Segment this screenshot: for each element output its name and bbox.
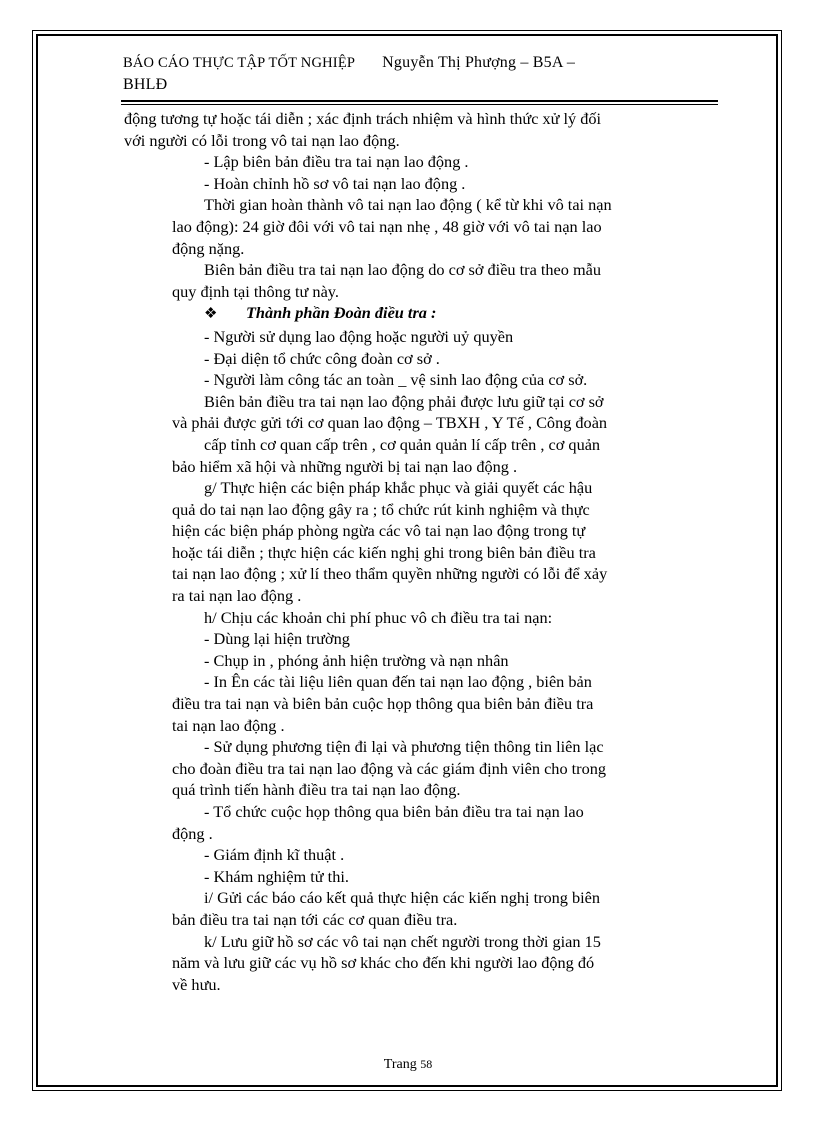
text-line	[124, 326, 724, 348]
text-line	[124, 130, 724, 152]
text-line	[124, 520, 724, 542]
line-text: - Hoàn chỉnh hồ sơ vô tai nạn lao động .	[204, 173, 466, 193]
line-text: quả do tai nạn lao động gây ra ; tổ chức rút kinh nghiệm và thực	[172, 499, 590, 519]
text-line	[124, 348, 724, 370]
line-text: Biên bản điều tra tai nạn lao động phải được lưu giữ tại cơ sở	[204, 391, 604, 411]
line-text: quy định tại thông tư này.	[172, 281, 339, 301]
text-line	[124, 194, 724, 216]
text-line	[124, 216, 724, 238]
text-line	[124, 736, 724, 758]
header-rule-thin	[121, 104, 718, 105]
line-text: ra tai nạn lao động .	[172, 586, 302, 606]
text-line	[124, 542, 724, 564]
line-text: - Khám nghiệm tử thi.	[204, 866, 349, 886]
text-line	[124, 563, 724, 585]
header-line-2: BHLĐ	[123, 76, 168, 93]
line-text: - Chụp in , phóng ảnh hiện trường và nạn nhân	[204, 650, 509, 670]
line-text: - Người sử dụng lao động hoặc người uỷ quyền	[204, 326, 514, 346]
text-line	[124, 238, 724, 260]
line-text: quá trình tiến hành điều tra tai nạn lao động.	[172, 780, 461, 800]
text-line	[124, 108, 724, 130]
header-report-title: BÁO CÁO THỰC TẬP TỐT NGHIỆP	[123, 55, 356, 71]
text-line	[124, 887, 724, 909]
text-line	[124, 151, 724, 173]
text-line	[124, 259, 724, 281]
text-line	[124, 477, 724, 499]
line-text: - Dùng lại hiện trường	[204, 629, 350, 649]
text-line	[124, 628, 724, 650]
line-text: Biên bản điều tra tai nạn lao động do cơ sở điều tra theo mẫu	[204, 260, 602, 280]
text-line	[124, 369, 724, 391]
text-line	[124, 456, 724, 478]
line-text: tai nạn lao động .	[172, 715, 285, 735]
header-line-1	[123, 52, 723, 74]
section-heading-text: Thành phần Đoàn điều tra :	[245, 303, 437, 323]
page-header	[123, 52, 723, 95]
text-line	[124, 412, 724, 434]
line-text: và phải được gửi tới cơ quan lao động – TBXH , Y Tế , Công đoàn	[172, 413, 608, 433]
line-text: động .	[172, 823, 213, 843]
line-text: với người có lỗi trong vô tai nạn lao động.	[124, 130, 400, 150]
line-text: - Tổ chức cuộc họp thông qua biên bản điều tra tai nạn lao	[204, 802, 584, 821]
text-line	[124, 952, 724, 974]
text-line	[124, 844, 724, 866]
line-text: cấp tỉnh cơ quan cấp trên , cơ quản quản lí cấp trên , cơ quản	[204, 434, 601, 454]
line-text: - Sử dụng phương tiện đi lại và phương tiện thông tin liên lạc	[204, 737, 604, 757]
line-text: - Lập biên bản điều tra tai nạn lao động .	[204, 152, 469, 172]
page-label: Trang	[383, 1057, 417, 1072]
line-text: động tương tự hoặc tái diễn ; xác định trách nhiệm và hình thức xử lý đối	[124, 109, 602, 128]
text-line	[124, 671, 724, 693]
line-text: bản điều tra tai nạn tới các cơ quan điều tra.	[172, 909, 458, 929]
line-text: cho đoàn điều tra tai nạn lao động và các giám định viên cho trong	[172, 758, 607, 778]
text-line	[124, 779, 724, 801]
line-text: g/ Thực hiện các biện pháp khắc phục và giải quyết các hậu	[204, 478, 593, 498]
text-line	[124, 607, 724, 629]
header-rule-thick	[121, 100, 718, 102]
text-line	[124, 585, 724, 607]
text-line	[124, 974, 724, 996]
diamond-bullet-icon: ❖	[204, 306, 218, 323]
line-text: k/ Lưu giữ hồ sơ các vô tai nạn chết người trong thời gian 15	[204, 931, 601, 951]
text-line	[124, 823, 724, 845]
header-author: Nguyễn Thị Phượng – B5A –	[382, 54, 576, 71]
text-line	[124, 866, 724, 888]
text-line	[124, 281, 724, 303]
text-line	[124, 758, 724, 780]
text-line	[124, 499, 724, 521]
page-number: 58	[420, 1057, 433, 1071]
section-heading	[124, 302, 724, 326]
line-text: bảo hiểm xã hội và những người bị tai nạn lao động .	[172, 456, 518, 476]
line-text: lao động): 24 giờ đôi với vô tai nạn nhẹ , 48 giờ với vô tai nạn lao	[172, 216, 602, 236]
text-line	[124, 650, 724, 672]
text-line	[124, 931, 724, 953]
line-text: h/ Chịu các khoản chi phí phuc vô ch điều tra tai nạn:	[204, 607, 553, 627]
line-text: hiện các biện pháp phòng ngừa các vô tai nạn lao động trong tự	[172, 521, 586, 541]
text-line	[124, 801, 724, 823]
line-text: về hưu.	[172, 974, 221, 994]
line-text: - Giám định kĩ thuật .	[204, 845, 345, 865]
line-text: - Người làm công tác an toàn _ vệ sinh lao động của cơ sở.	[204, 370, 588, 390]
line-text: Thời gian hoàn thành vô tai nạn lao động ( kể từ khi vô tai nạn	[204, 195, 612, 215]
line-text: động nặng.	[172, 238, 245, 258]
line-text: - Đại diện tổ chức công đoàn cơ sở .	[204, 348, 440, 368]
line-text: hoặc tái diễn ; thực hiện các kiến nghị ghi trong biên bản điều tra	[172, 542, 596, 562]
line-text: i/ Gửi các báo cáo kết quả thực hiện các kiến nghị trong biên	[204, 888, 601, 908]
document-body	[124, 108, 724, 995]
line-text: năm và lưu giữ các vụ hồ sơ khác cho đến khi người lao động đó	[172, 953, 595, 973]
line-text: - In Ên các tài liệu liên quan đến tai nạn lao động , biên bản	[204, 672, 592, 692]
text-line	[124, 693, 724, 715]
text-line	[124, 391, 724, 413]
text-line	[124, 715, 724, 737]
text-line	[124, 909, 724, 931]
line-text: tai nạn lao động ; xử lí theo thẩm quyền những người có lỗi để xảy	[172, 564, 608, 584]
page-footer	[0, 1057, 816, 1073]
line-text: điều tra tai nạn và biên bản cuộc họp thông qua biên bản điều tra	[172, 694, 594, 714]
text-line	[124, 173, 724, 195]
text-line	[124, 434, 724, 456]
